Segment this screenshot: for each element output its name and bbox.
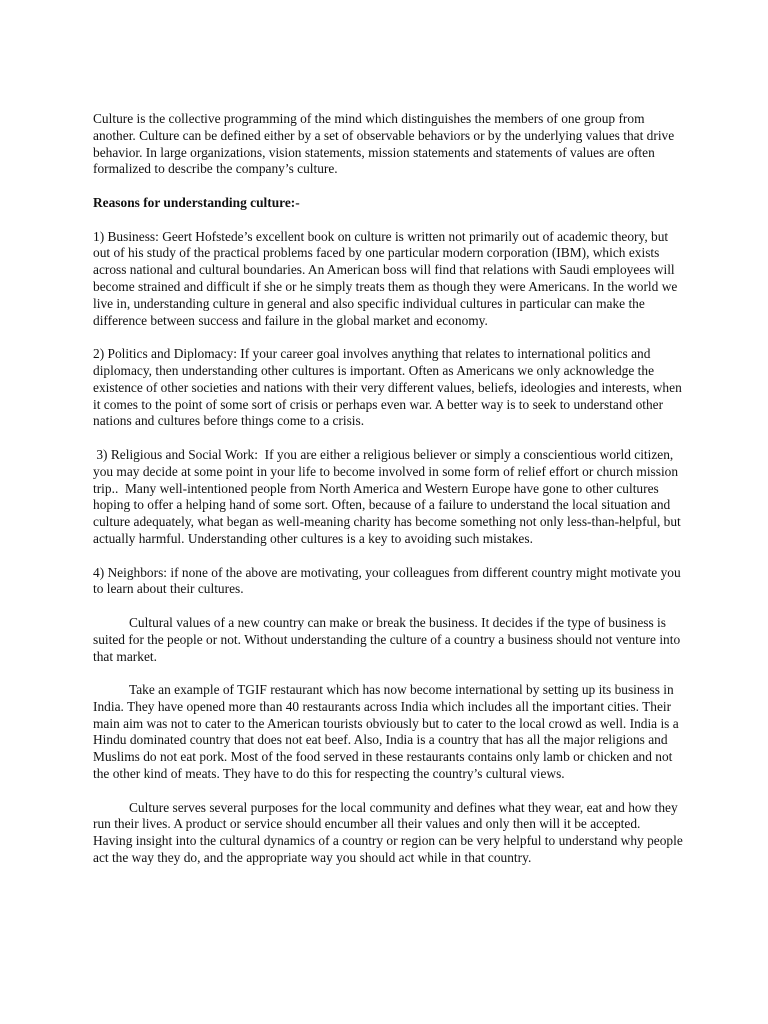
body-paragraph-culture-purposes: Culture serves several purposes for the local community and defines what they wear, eat and how they run their lives. A product or service should encumber all their values and only then will it be accepted. Having insight into the cultural dynamics of a country or region can be very helpful to understand why people act the way they do, and the appropriate way you should act while in that country. — [93, 799, 683, 866]
reason-religious-social-work: 3) Religious and Social Work: If you are either a religious believer or simply a conscientious world citizen, you may decide at some point in your life to become involved in some form of relief effort or church mission trip.. Many well-intentioned people from North America and Western Europe have gone to other cultures hoping to offer a helping hand of some sort. Often, because of a failure to understand the local situation and culture adequately, what began as well-meaning charity has become something not only less-than-helpful, but actually harmful. Understanding other cultures is a key to avoiding such mistakes. — [93, 446, 685, 546]
reason-business: 1) Business: Geert Hofstede’s excellent book on culture is written not primarily out of academic theory, but out of his study of the practical problems faced by one particular modern corporation (IBM), which exists across national and cultural boundaries. An American boss will find that relations with Saudi employees will become strained and difficult if she or he simply treats them as though they were Americans. In the world we live in, understanding culture in general and also specific individual cultures in particular can make the difference between success and failure in the global market and economy. — [93, 228, 678, 328]
document-page — [93, 111, 683, 884]
body-paragraph-tgif-example: Take an example of TGIF restaurant which has now become international by setting up its business in India. They have opened more than 40 restaurants across India which includes all the important cities. Their main aim was not to cater to the American tourists obviously but to cater to the local crowd as well. India is a Hindu dominated country that does not eat beef. Also, India is a country that has all the major religions and Muslims do not eat pork. Most of the food served in these restaurants contains only lamb or chicken and not the other kind of meats. They have to do this for respecting the country’s cultural views. — [93, 682, 679, 782]
reason-neighbors: 4) Neighbors: if none of the above are motivating, your colleagues from different country might motivate you to learn about their cultures. — [93, 564, 681, 597]
reason-politics-diplomacy: 2) Politics and Diplomacy: If your career goal involves anything that relates to international politics and diplomacy, then understanding other cultures is important. Often as Americans we only acknowledge the existence of other societies and nations with their very different values, beliefs, ideologies and interests, when it comes to the point of some sort of crisis or perhaps even war. A better way is to seek to understand other nations and cultures before things come to a crisis. — [93, 346, 682, 429]
intro-paragraph: Culture is the collective programming of the mind which distinguishes the members of one group from another. Culture can be defined either by a set of observable behaviors or by the underlying values that drive behavior. In large organizations, vision statements, mission statements and statements of values are often formalized to describe the company’s culture. — [93, 111, 675, 177]
body-paragraph-cultural-values: Cultural values of a new country can make or break the business. It decides if the type of business is suited for the people or not. Without understanding the culture of a country a business should not venture into that market. — [93, 614, 681, 664]
section-heading: Reasons for understanding culture:- — [93, 194, 300, 210]
